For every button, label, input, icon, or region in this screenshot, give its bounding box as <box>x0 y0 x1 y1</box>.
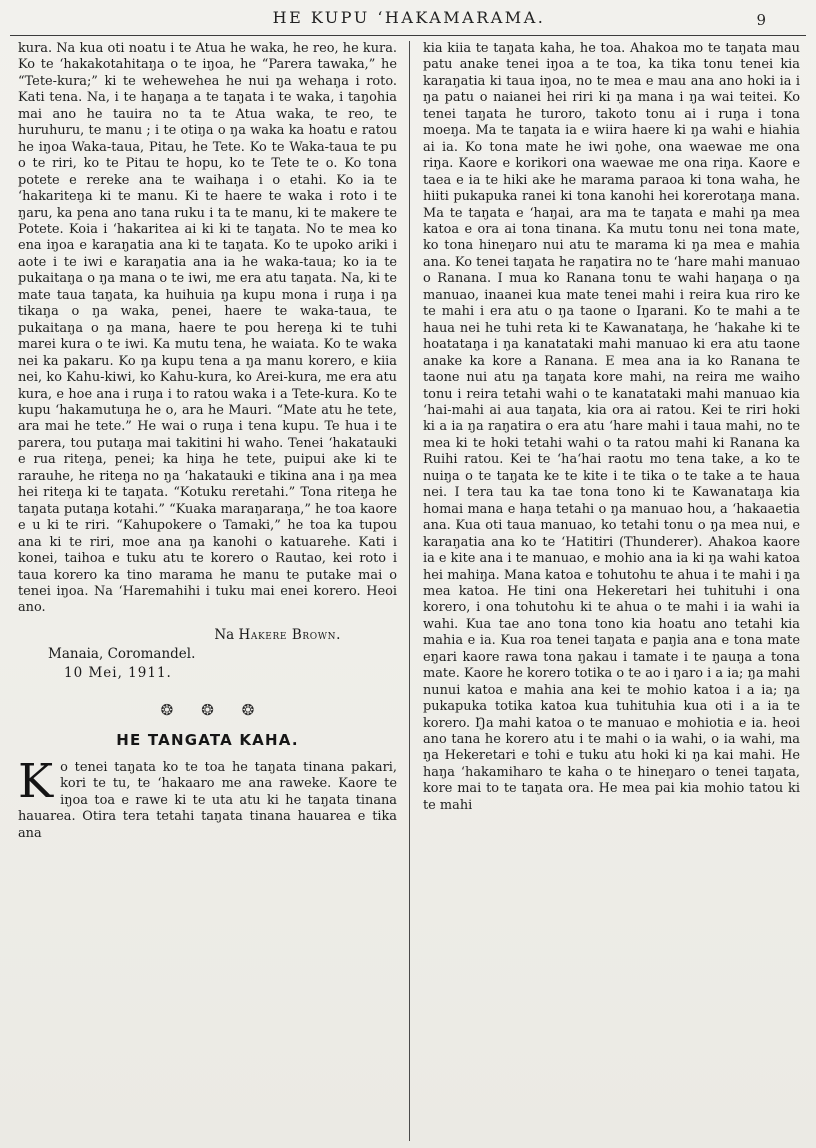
header-rule <box>10 35 806 36</box>
signature-prefix: Na <box>214 626 239 643</box>
publication-title: HE KUPU ʻHAKAMARAMA. <box>272 8 546 27</box>
rosette-ornament-icon: ❂ <box>201 700 214 719</box>
signature-name: Hakere Brown. <box>238 626 341 643</box>
section-opening-paragraph <box>18 753 397 842</box>
section-heading: HE TANGATA KAHA. <box>116 730 299 749</box>
ornament-row <box>18 701 397 719</box>
drop-cap-letter: K <box>18 753 54 809</box>
article-continuation-text: kura. Na kua oti noatu i te Atua he waka, he reo, he kura. Ko te ʻhakakotahitaŋa o te iŋoa, he “Parera tawaka,” he “Tete-kura;” ki te wehewehea he nui ŋa wehaŋa i roto. Kati tena. Na, i te haŋaŋa a te taŋata i te waka, i taŋohia mai ano he tauira no ta te Atua waka, te reo, te huruhuru, te manu ; i te otiŋa o ŋa waka ka hoatu e ratou he iŋoa Waka-taua, Pitau, he Tete. Ko te Waka-taua te pu o te riri, ko te Pitau te hopu, ko te Tete te o. Ko tona potete e rereke ana te waihaŋa i o etahi. Ko ia te ʻhakariteŋa ki te manu. Ki te haere te waka i roto i te ŋaru, ka pena ano tana ruku i ta te manu, ki te makere te Potete. Koia i ʻhakaritea ai ki ki te taŋata. No te mea ko ena iŋoa e karaŋatia ana ki te taŋata. Ko te upoko ariki i aote i te iwi e karaŋatia ana ia he waka-taua; ko ia te pukaitaŋa o ŋa mana o te iwi, me era atu taŋata. Na, ki te mate taua taŋata, ka huihuia ŋa kupu mona i ruŋa i ŋa tikaŋa o ŋa waka, penei, haere te waka-taua, te pukaitaŋa o ŋa mana, haere te pou hereŋa ki te tuhi marei kura o te iwi. Ka mutu tena, he waiata. Ko te waka nei ka pakaru. Ko ŋa kupu tena a ŋa manu korero, e kiia nei, ko Kahu-kiwi, ko Kahu-kura, ko Arei-kura, me era atu kura, e hoe ana i ruŋa i to ratou waka i a Tete-kura. Ko te kupu ʻhakamutuŋa he o, ara he Mauri. “Mate atu he tete, ara mai he tete.” He wai o ruŋa i tena kupu. Te hua i te parera, tou putaŋa mai takitini hi waho. Tenei ʻhakatauki e rua riteŋa, penei; ka hiŋa he tete, puipui ake ki te rarauhe, he riteŋa no ŋa ʻhakatauki e tikina ana i ŋa mea hei riteŋa ki te taŋata. “Kotuku reretahi.” Tona riteŋa he taŋata putaŋa kotahi.” “Kuaka maraŋaraŋa,” he toa kaore e u ki te riri. “Kahupokere o Tamaki,” he toa ka tupou ana ki te riri, moe ana ŋa kanohi o katuarehe. Kati i konei, taihoa e tuku atu te korero o Rautao, kei roto i taua korero ka tino marama he manu te putake mai o tenei iŋoa. Na ʻHaremahihi i tuku mai enei korero. Heoi ano. <box>18 41 397 616</box>
date-line: 10 Mei, 1911. <box>64 664 172 681</box>
page-header <box>18 8 800 32</box>
two-column-body <box>18 41 800 1141</box>
section-opening-text: o tenei taŋata ko te toa he taŋata tinana pakari, kori te tu, te ʻhakaaro me ana raweke. Kaore te iŋoa toa e rawe ki te uta atu ki he taŋata tinana hauarea. Otira tera tetahi taŋata tinana hauarea e tika ana <box>18 759 397 841</box>
signature-line <box>18 627 341 643</box>
rosette-ornament-icon: ❂ <box>160 700 174 719</box>
article-body-text: kia kiia te taŋata kaha, he toa. Ahakoa mo te taŋata mau patu anake tenei iŋoa a te toa, ka tika tonu tenei kia karaŋatia ki taua iŋoa, no te mea e mau ana ano hoki ia i ŋa patu o naianei hei riri ki ŋa mana i ŋa wai teitei. Ko tenei taŋata he turoro, takoto tonu ai i ruŋa i tona moeŋa. Ma te taŋata ia e wiira haere ki ŋa wahi e hiahia ai ia. Ko tona mate he iwi ŋohe, ona waewae me ona riŋa. Kaore e korikori ona waewae me ona riŋa. Kaore e taea e ia te hiki ake he marama paraoa ki tona waha, he hiiti pukapuka ranei ki tona kanohi hei korerotaŋa mana. Ma te taŋata e ʻhaŋai, ara ma te taŋata e mahi ŋa mea katoa e ora ai tona tinana. Ka mutu tonu nei tona mate, ko tona hineŋaro nui atu te marama ki ŋa mea e mahia ana. Ko tenei taŋata he raŋatira no te ʻhare mahi manuao o Ranana. I mua ko Ranana tonu te wahi haŋaŋa o ŋa manuao, inaanei kua mate tenei mahi i reira kua riro ke te mahi i era atu o ŋa taone o Iŋarani. Ko te mahi a te haua nei he tuhi reta ki te Kawanataŋa, he ʻhakahe ki te hoatataŋa i ŋa kanatataki mahi manuao ki era atu taone anake ka kore a Ranana. E mea ana ia ko Ranana te taone nui atu ŋa taŋata kore mahi, na reira me waiho tonu i reira tetahi wahi o te kanatataki mahi manuao kia ʻhai-mahi ai aua taŋata, kia ora ai ratou. Kei te riri hoki ki a ia ŋa raŋatira o era atu ʻhare mahi i taua mahi, no te mea ki te hoki tetahi wahi o ta ratou mahi ki Ranana ka Ruihi ratou. Kei te ʻhaʻhai raotu mo tena take, a ko te nuiŋa o te taŋata ke te kite i te tika o te take a te haua nei. I tera tau ka tae tona tono ki te Kawanataŋa kia homai mana e haŋa tetahi o ŋa manuao hou, a ʻhakaaetia ana. Kua oti taua manuao, ko tetahi tonu o ŋa mea nui, e karaŋatia ana ko te ʻHatitiri (Thunderer). Ahakoa kaore ia e kite ana i te manuao, e mohio ana ia ki ŋa wahi katoa hei mahiŋa. Mana katoa e tohutohu te ahua i te mahi i ŋa mea katoa. He tini ona Hekeretari hei tuhituhi i ona korero, i ona tohutohu ki te ahua o te mahi i ia wahi ia wahi. Kua tae ano tona tono kia hoatu ano tetahi kia mahia e ia. Kua roa tenei taŋata e paŋia ana e tona mate eŋari kaore rawa tona ŋakau i tamate i te ŋauŋa a tona mate. Kaore he korero totika o te ao i ŋaro i a ia; ŋa mahi nunui katoa e mahia ana kei te mohio katoa i a ia; ŋa pukapuka totika katoa kua tuhituhia kua oti i a ia te korero. Ŋa mahi katoa o te manuao e mohiotia e ia. heoi ano tana he korero atu i te mahi o ia wahi, o ia wahi, ma ŋa Hekeretari e tohi e tuku atu hoki ki ŋa kai mahi. He haŋa ʻhakamiharo te kaha o te hineŋaro o tenei taŋata, kore mai to te taŋata ora. He mea pai kia mohio tatou ki te mahi <box>423 41 800 813</box>
place-line: Manaia, Coromandel. <box>48 645 196 662</box>
right-column <box>409 41 800 1141</box>
left-column <box>18 41 409 1141</box>
rosette-ornament-icon: ❂ <box>241 700 255 719</box>
page-number: 9 <box>756 11 766 29</box>
